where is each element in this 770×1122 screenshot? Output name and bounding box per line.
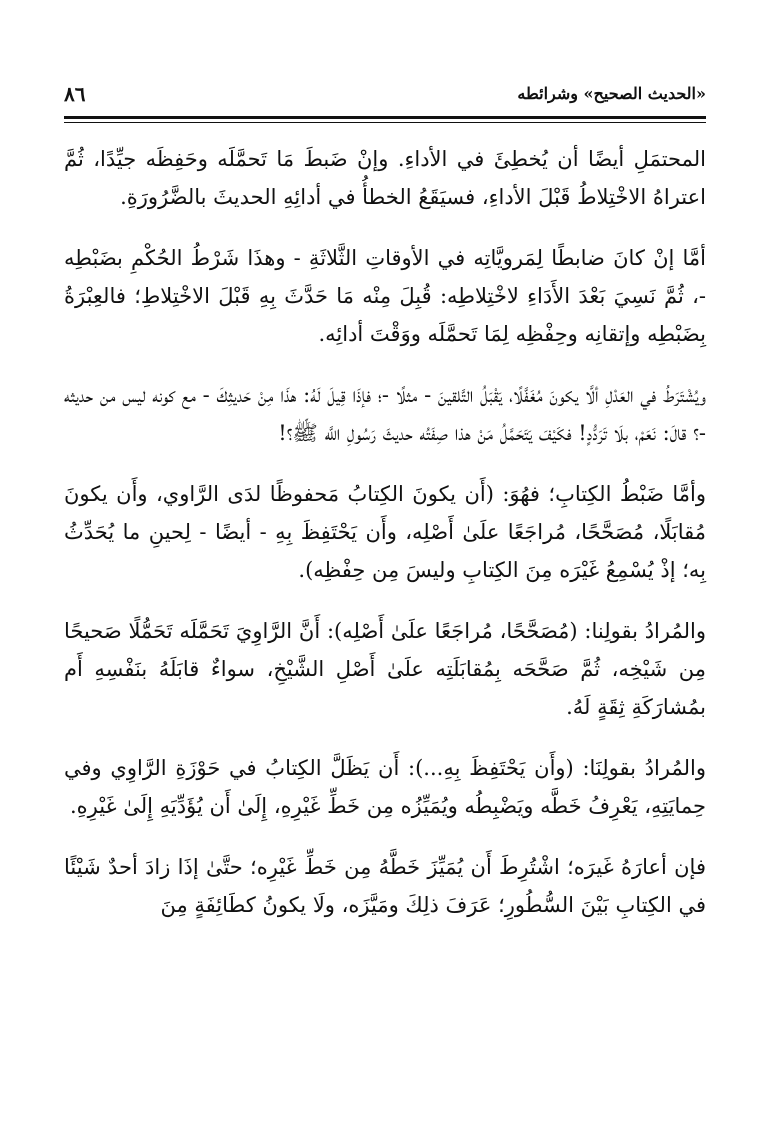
running-title: «الحديث الصحيح» وشرائطه: [517, 84, 706, 103]
paragraph: والمُرادُ بقولِنَا: (وأَن يَحْتَفِظَ بِهِ...): أَن يَظَلَّ الكِتابُ في حَوْزَةِ الرَّاوِي وفي حِمايَتِهِ، يَعْرِفُ خَطَّه ويَضْبِطُه ويُمَيِّزُه مِن خَطِّ غَيْرِهِ، إِلَىٰ أَن يُؤَدِّيَهِ إِلَىٰ غَيْرِهِ.: [64, 756, 706, 818]
paragraph: فإن أعارَهُ غَيرَه؛ اشْتُرِطَ أَن يُمَيِّزَ خَطَّهُ مِن خَطِّ غَيْرِه؛ حتَّىٰ إذَا زادَ أحدٌ شَيْئًا في الكِتابِ بَيْنَ السُّطُورِ؛ عَرَفَ ذلِكَ ومَيَّزَه، ولَا يكونُ كطَائِفَةٍ مِنَ: [64, 855, 706, 917]
book-page: [64, 0, 706, 1122]
header-rule-thick: [64, 116, 706, 119]
header-rule-thin: [64, 122, 706, 123]
paragraph: والمُرادُ بقولِنا: (مُصَحَّحًا، مُراجَعًا علَىٰ أَصْلِه): أَنَّ الرَّاوِيَ تَحَمَّلَه تَحَمُّلًا صَحيحًا مِن شَيْخِه، ثُمَّ صَحَّحَه بِمُقابَلَتِه علَىٰ أَصْلِ الشَّيْخِ، سواءٌ قابَلَهُ بنَفْسِهِ أَم بمُشارَكَةِ ثِقَةٍ لَهُ.: [64, 619, 706, 719]
body-text: [64, 140, 706, 947]
paragraph: المحتمَلِ أيضًا أن يُخطِئَ في الأداءِ. وإنْ ضَبطَ مَا تَحمَّلَه وحَفِظَه جيِّدًا، ثُمَّ اعتراهُ الاخْتِلاطُ قَبْلَ الأداءِ، فسيَقَعُ الخطأُ في أدائِهِ الحديثَ بالضَّرُورَةِ.: [64, 147, 706, 209]
page-header: [64, 82, 706, 116]
paragraph: أمَّا إنْ كانَ ضابطًا لِمَرويَّاتِه في الأوقاتِ الثَّلاثَةِ - وهذَا شَرْطُ الحُكْمِ بضَبْطِه -، ثُمَّ نَسِيَ بَعْدَ الأَدَاءِ لاخْتِلاطِه: قُبِلَ مِنْه مَا حَدَّثَ بِهِ قَبْلَ الاخْتِلاطِ؛ فالعِبْرَةُ بِضَبْطِه وإتقانِه وحِفْظِه لِمَا تَحمَّلَه ووَقْتَ أدائِه.: [64, 246, 706, 346]
paragraph: ويُشْتَرَطُ في العَدْلِ ألَّا يكونَ مُغَفَّلًا، يَقْبَلُ التَّلقينَ - مثلًا -؛ فإذَا قِيلَ لَهُ: هذَا مِنْ حَديثِكَ - مع كونه ليس من حديثه -؟ قالَ: نَعَمْ، بلَا تَرَدُّدٍ! فكَيْفَ يَتَحَمَّلُ مَنْ هذا صِفَتُه حديثَ رَسُولِ اللَّه ﷺ؟!: [64, 383, 706, 445]
page-number: ٨٦: [64, 82, 86, 106]
paragraph: وأمَّا ضَبْطُ الكِتابِ؛ فهُوَ: (أَن يكونَ الكِتابُ مَحفوظًا لدَى الرَّاوي، وأَن يكونَ مُقابَلًا، مُصَحَّحًا، مُراجَعًا علَىٰ أَصْلِه، وأَن يَحْتَفِظَ بِهِ - أيضًا - لِحينِ ما يُحَدِّثُ بِه؛ إذْ يُسْمِعُ غَيْرَه مِنَ الكِتابِ وليسَ مِن حِفْظِه).: [64, 482, 706, 582]
